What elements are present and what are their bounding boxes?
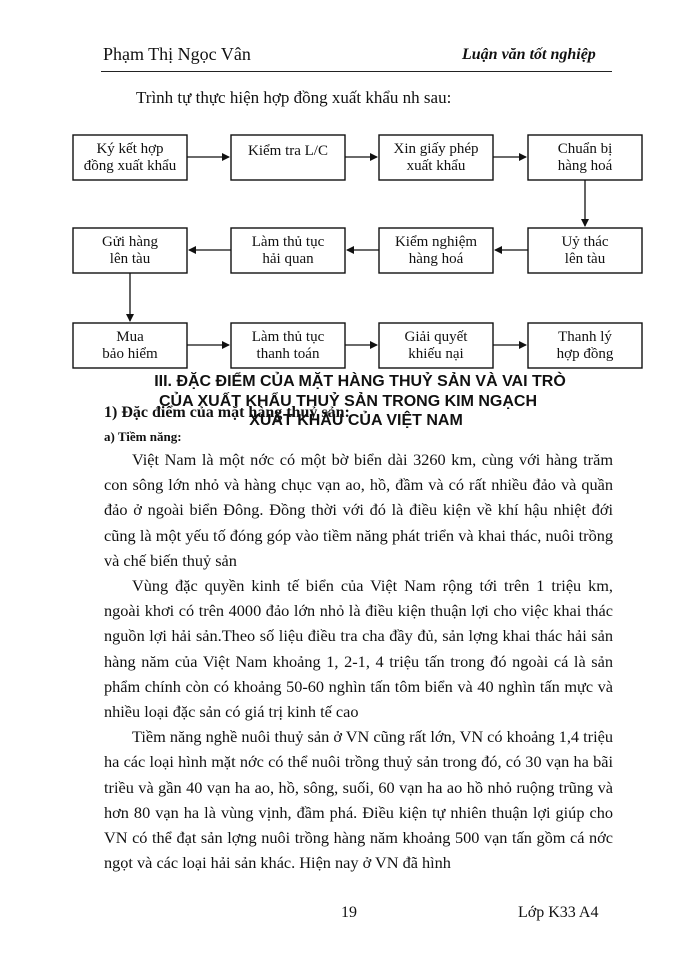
subsubheading: a) Tiềm năng: [104, 429, 182, 444]
body-text [104, 447, 613, 875]
header-author: Phạm Thị Ngọc Vân [103, 44, 251, 64]
flow-label: Thanh lý hợp đồng [556, 328, 614, 362]
intro-text: Trình tự thực hiện hợp đồng xuất khẩu nh sau: [136, 88, 452, 107]
class-label: Lớp K33 A4 [518, 904, 599, 921]
flow-label: Chuẩn bị hàng hoá [557, 140, 613, 174]
flow-label: Làm thủ tục hải quan [251, 233, 325, 267]
section-heading-line2: CỦA XUẤT KHẨU THUỶ SẢN TRONG KIM NGẠCH [158, 393, 538, 410]
paragraph: Việt Nam là một nớc có một bờ biển dài 3260 km, cùng với hàng trăm con sông lớn nhỏ và hàng chục vạn ao, hồ, đầm và có rất nhiều đảo và quần đảo ở ngoài biển Đông. Đồng thời với đó là điều kiện về khí hậu nhiệt đới cũng là một yếu tố đóng góp vào tiềm năng phát triển và khai thác, nuôi trồng và chế biến thuỷ sản [104, 450, 613, 570]
flow-label: Xin giấy phép xuất khẩu [393, 140, 479, 174]
page-number: 19 [341, 904, 357, 921]
flow-label: Giải quyết khiếu nại [404, 328, 468, 362]
flow-label: Ký kết hợp đồng xuất khẩu [83, 140, 177, 174]
flow-label: Làm thủ tục thanh toán [251, 328, 325, 362]
subheading: 1) Đặc điểm của mặt hàng thuỷ sản: [104, 404, 350, 421]
flow-label: Kiểm tra L/C [248, 142, 328, 159]
paragraph: Vùng đặc quyền kinh tế biển của Việt Nam rộng tới trên 1 triệu km, ngoài khơi có trên 4000 đảo lớn nhỏ là điều kiện thuận lợi cho việc khai thác nguồn lợi hải sản.Theo số liệu điều tra cha đầy đủ, sản lợng khai thác hải sản hàng năm của Việt Nam khoảng 1, 2-1, 4 triệu tấn trong đó ngoài cá là sản phẩm chính còn có khoảng 50-60 nghìn tấn tôm biển và 40 nghìn tấn mực và nhiều loại đặc sản có giá trị kinh tế cao [104, 576, 613, 722]
section-heading-line3: XUẤT KHẨU CỦA VIỆT NAM [249, 412, 463, 429]
flow-label: Uỷ thác lên tàu [561, 233, 609, 267]
flow-label: Kiểm nghiệm hàng hoá [394, 233, 478, 267]
flow-label: Mua bảo hiểm [102, 328, 158, 362]
flow-label: Gửi hàng lên tàu [101, 233, 159, 267]
section-heading-line1: III. ĐẶC ĐIỂM CỦA MẶT HÀNG THUỶ SẢN VÀ VAI TRÒ [154, 373, 566, 390]
header-doc-type: Luận văn tốt nghiệp [462, 46, 596, 63]
paragraph: Tiềm năng nghề nuôi thuỷ sản ở VN cũng rất lớn, VN có khoảng 1,4 triệu ha các loại hình mặt nớc có thể nuôi trồng thuỷ sản trong đó, có 30 vạn ha bãi triều và gần 40 vạn ha ao, hồ, sông, suối, 60 vạn ha ao hồ nhỏ ruộng trũng và hơn 80 vạn ha là vùng vịnh, đầm phá. Điều kiện tự nhiên thuận lợi giúp cho VN có thể đạt sản lợng nuôi trồng hàng năm khoảng 500 vạn tấn gồm cá nớc ngọt và các loại hải sản khác. Hiện nay ở VN đã hình [104, 727, 613, 873]
